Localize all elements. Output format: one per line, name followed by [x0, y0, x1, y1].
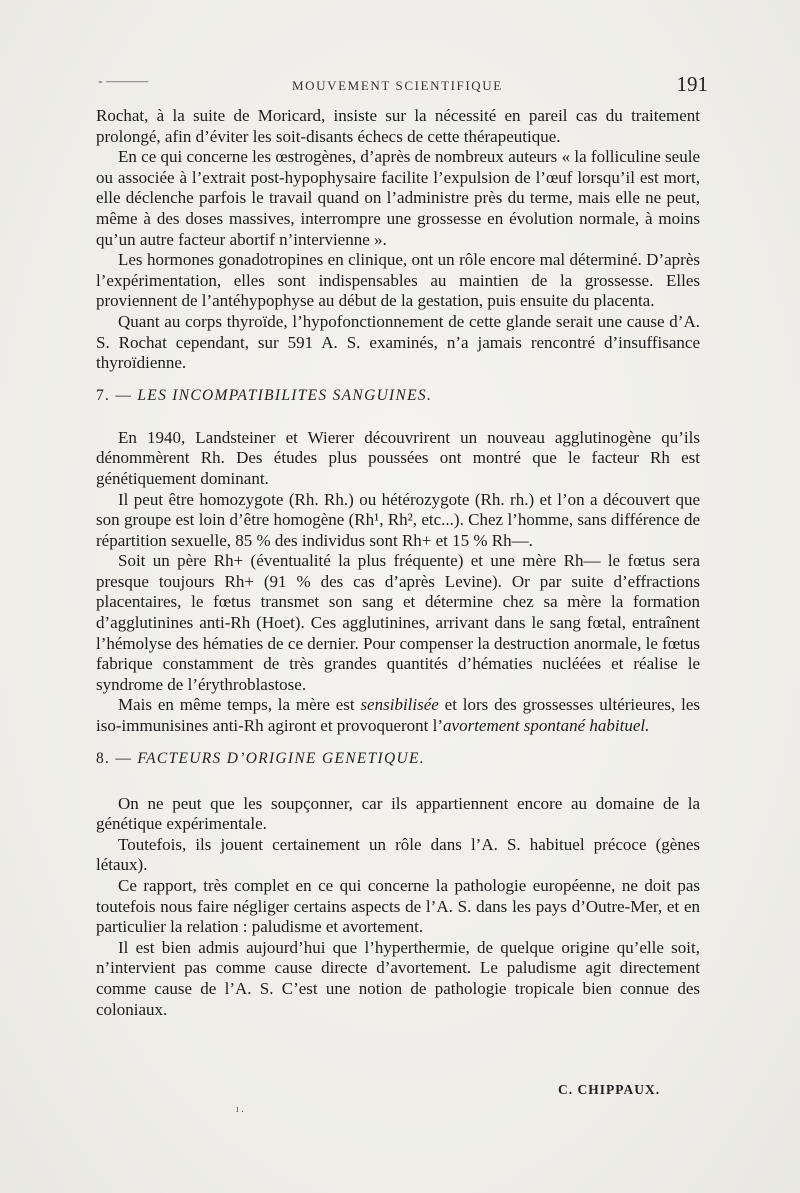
paragraph: Toutefois, ils jouent certainement un rôle dans l’A. S. habituel précoce (gènes létaux).	[96, 834, 700, 875]
paragraph: On ne peut que les soupçonner, car ils appartiennent encore au domaine de la génétique expérimentale.	[96, 793, 700, 834]
emphasis: sensibilisée	[360, 695, 439, 715]
paragraph: Il est bien admis aujourd’hui que l’hyperthermie, de quelque origine qu’elle soit, n’intervient pas comme cause directe d’avortement. Le paludisme agit directement comme cause de l’A. S. C’est une notion de pathologie tropicale bien connue des coloniaux.	[96, 937, 700, 1019]
section-title: FACTEURS D’ORIGINE GENETIQUE.	[137, 749, 425, 767]
paragraph: Quant au corps thyroïde, l’hypofonctionnement de cette glande serait une cause d’A. S. Rochat cependant, sur 591 A. S. examinés, n’a jamais rencontré d’insuffisance thyroïdienne.	[96, 311, 700, 373]
paragraph: Soit un père Rh+ (éventualité la plus fréquente) et une mère Rh— le fœtus sera presque toujours Rh+ (91 % des cas d’après Levine). Or par suite d’effractions placentaires, le fœtus transmet son sang et détermine chez sa mère la formation d’agglutinines anti-Rh (Hoet). Ces agglutinines, arrivant dans le sang fœtal, entraînent l’hémolyse des hématies de ce dernier. Pour compenser la destruction anormale, le fœtus fabrique constamment de très grandes quantités d’hématies nucléées et réalise le syndrome de l’érythroblastose.	[96, 551, 700, 694]
section-number: 7. —	[96, 386, 133, 404]
paragraph: En ce qui concerne les œstrogènes, d’après de nombreux auteurs « la folliculine seule ou associée à l’extrait post-hypophysaire facilite l’expulsion de l’œuf lorsqu’il est mort, elle déclenche parfois le travail quand on l’administre près du terme, mais elle ne peut, même à des doses massives, interrompre une grossesse en évolution normale, à moins qu’un autre facteur abortif n’intervienne ».	[96, 147, 700, 249]
text-run: et lors des grossesses ultérieures, les iso-immunisines anti-Rh agiront et provoqueront l’	[96, 695, 700, 736]
section-heading-7	[96, 386, 700, 406]
paragraph: Il peut être homozygote (Rh. Rh.) ou hétérozygote (Rh. rh.) et l’on a découvert que son groupe est loin d’être homogène (Rh¹, Rh², etc...). Chez l’homme, sans différence de répartition sexuelle, 85 % des individus sont Rh+ et 15 % Rh—.	[96, 489, 700, 550]
footer-mark: ı .	[236, 1104, 244, 1115]
paragraph: Les hormones gonadotropines en clinique, ont un rôle encore mal déterminé. D’après l’expérimentation, elles sont indispensables au maintien de la grossesse. Elles proviennent de l’antéhypophyse au début de la gestation, puis ensuite du placenta.	[96, 250, 700, 311]
emphasis: avortement spontané habituel.	[443, 716, 650, 736]
section-title: LES INCOMPATIBILITES SANGUINES.	[137, 386, 433, 404]
page-body	[96, 106, 700, 1020]
author-signature: C. CHIPPAUX.	[558, 1082, 661, 1097]
page-number: 191	[676, 72, 708, 96]
page-header	[96, 72, 708, 96]
paragraph: En 1940, Landsteiner et Wierer découvrirent un nouveau agglutinogène qu’ils dénommèrent Rh. Des études plus poussées ont montré que le facteur Rh est génétiquement dominant.	[96, 427, 700, 488]
paragraph	[96, 695, 700, 736]
section-heading-8	[96, 749, 700, 769]
text-run: Mais en même temps, la mère est	[118, 695, 361, 715]
section-number: 8. —	[96, 749, 133, 767]
running-title: MOUVEMENT SCIENTIFIQUE	[292, 78, 503, 93]
header-marker: - ———	[98, 74, 149, 89]
paragraph: Ce rapport, très complet en ce qui concerne la pathologie européenne, ne doit pas toutefois nous faire négliger certains aspects de l’A. S. dans les pays d’Outre-Mer, et en particulier la relation : paludisme et avortement.	[96, 876, 700, 937]
paragraph: Rochat, à la suite de Moricard, insiste sur la nécessité en pareil cas du traitement prolongé, afin d’éviter les soit-disants échecs de cette thérapeutique.	[96, 106, 700, 146]
